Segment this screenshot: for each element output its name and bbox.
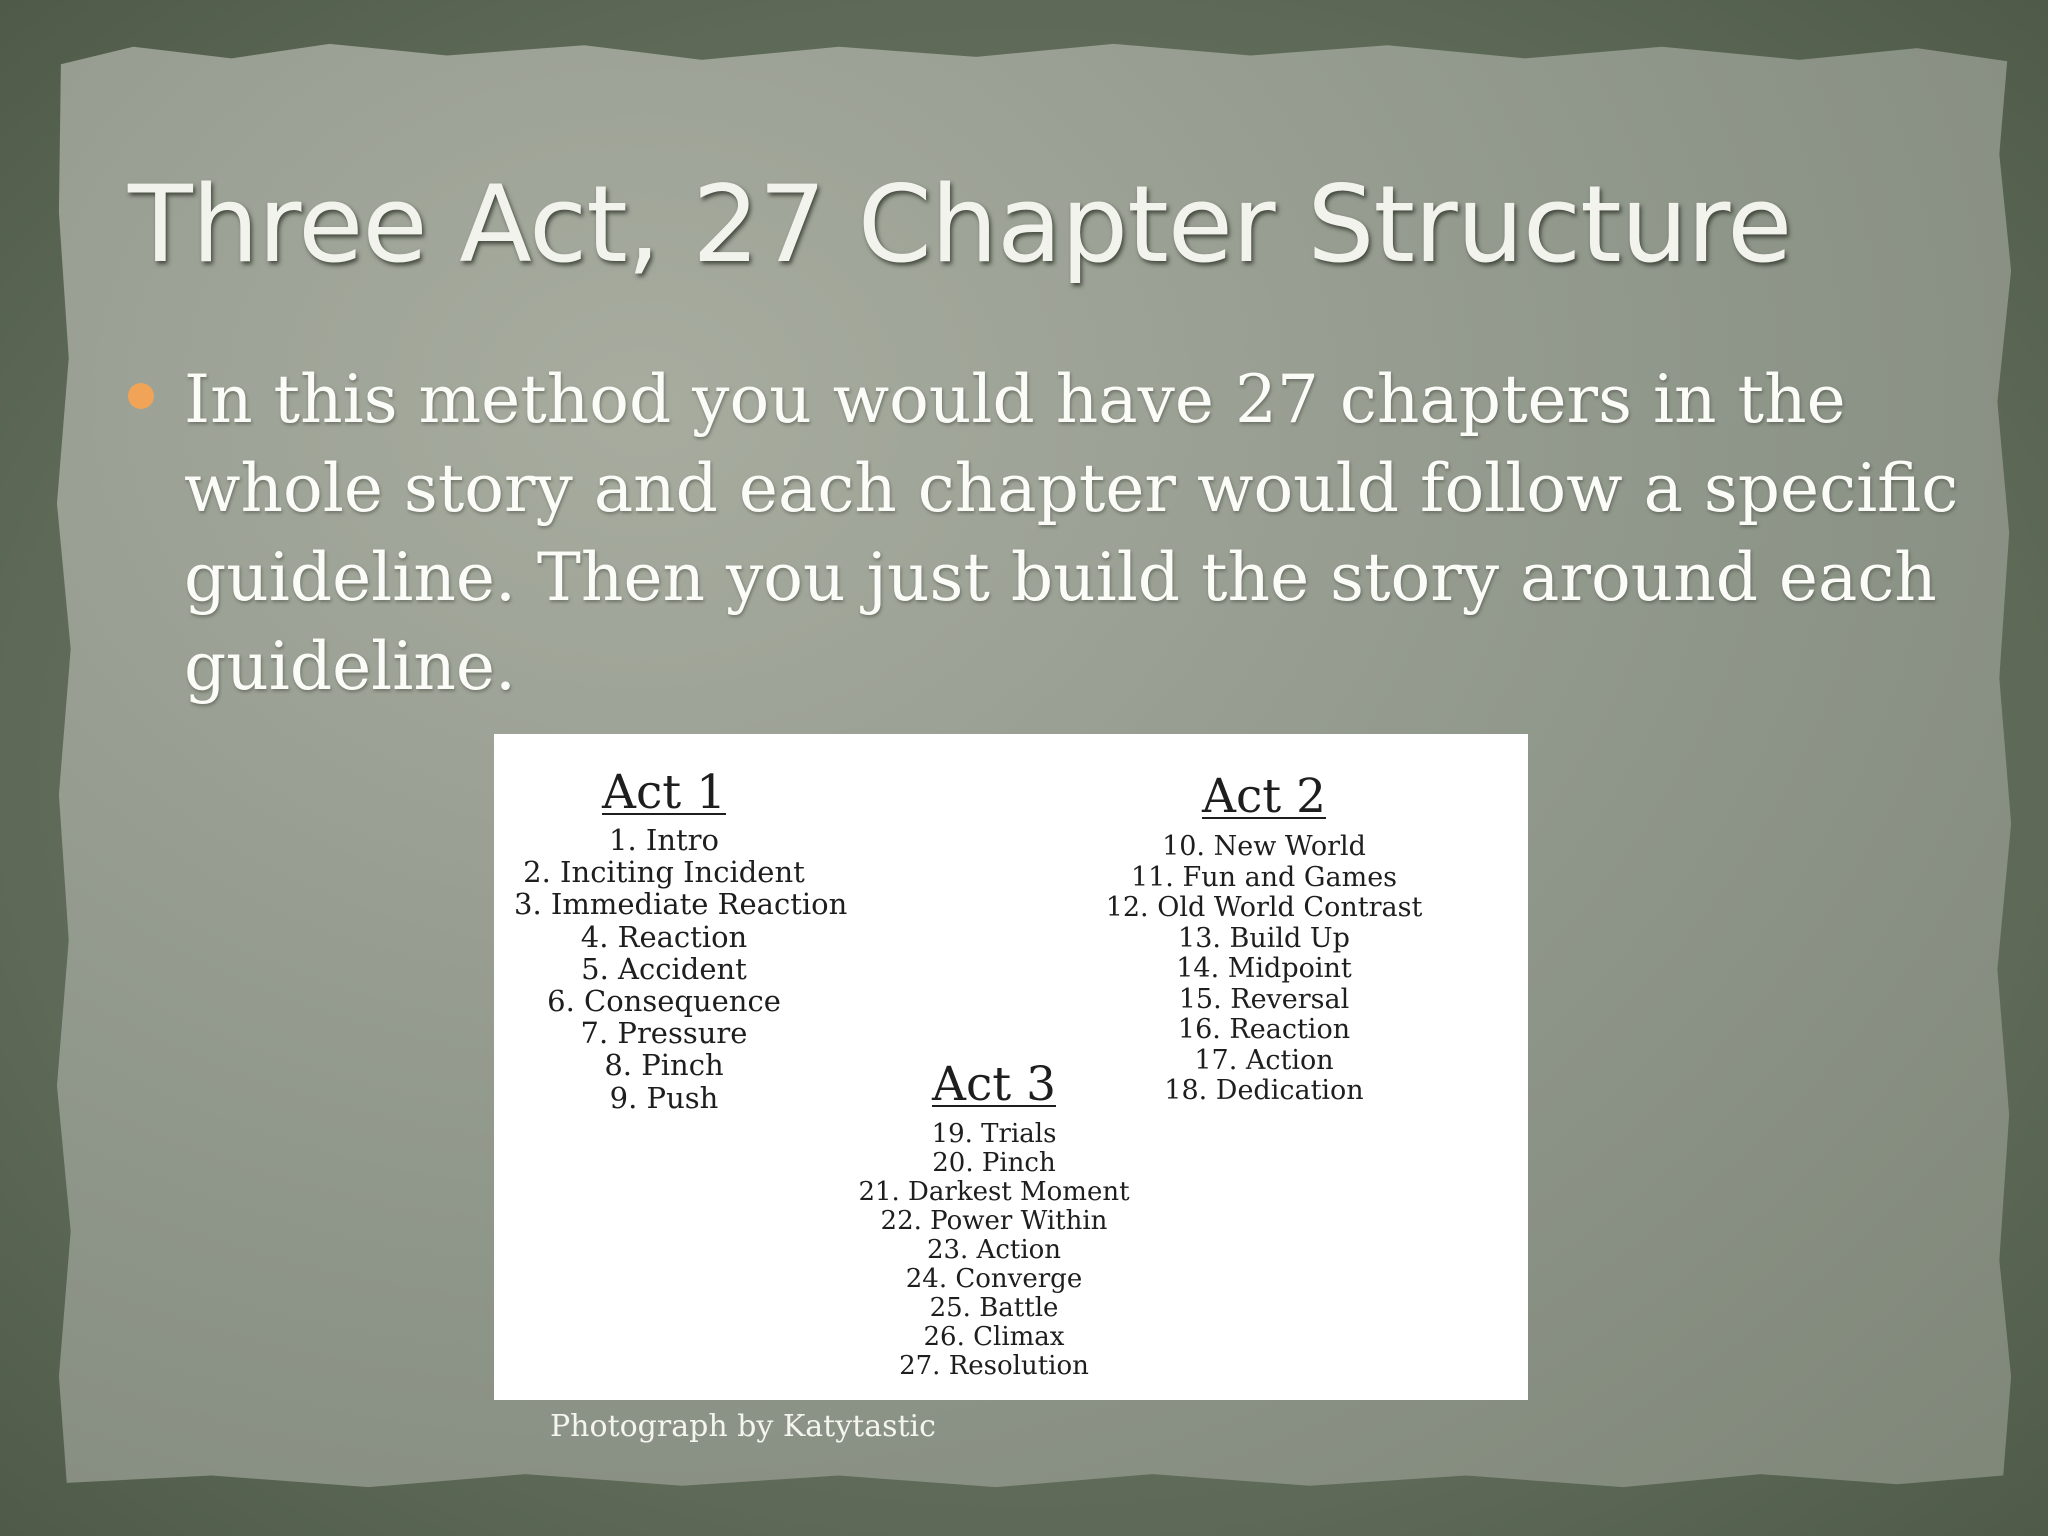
chapter-item: 22. Power Within xyxy=(880,1206,1108,1236)
chapter-item: 12. Old World Contrast xyxy=(1105,892,1423,923)
chapter-item: 26. Climax xyxy=(923,1322,1065,1352)
chapter-item: 1. Intro xyxy=(609,823,719,857)
chapter-item: 20. Pinch xyxy=(932,1148,1056,1178)
chapter-item: 6. Consequence xyxy=(547,984,781,1019)
chapter-item: 23. Action xyxy=(926,1235,1062,1265)
chapter-item: 2. Inciting Incident xyxy=(523,855,805,890)
chapter-item: 18. Dedication xyxy=(1164,1075,1364,1106)
slide-title: Three Act, 27 Chapter Structure xyxy=(128,163,1792,286)
chapter-item: 21. Darkest Moment xyxy=(858,1177,1130,1207)
act-1-list xyxy=(514,823,848,1115)
act-1-block xyxy=(514,764,848,1115)
chapter-item: 25. Battle xyxy=(929,1293,1059,1323)
bullet-text: In this method you would have 27 chapters in the whole story and each chapter would follow a specific guideline. Then you just build the story around each guideline. xyxy=(184,361,1959,705)
act-1-heading: Act 1 xyxy=(602,765,726,820)
chapter-item: 11. Fun and Games xyxy=(1130,861,1398,893)
chapter-structure-image xyxy=(494,734,1528,1400)
chapter-item: 5. Accident xyxy=(581,951,747,986)
act-3-heading: Act 3 xyxy=(932,1057,1056,1112)
act-2-heading: Act 2 xyxy=(1202,769,1326,824)
chapter-item: 8. Pinch xyxy=(604,1048,724,1083)
chapter-item: 9. Push xyxy=(609,1080,719,1115)
chapter-item: 13. Build Up xyxy=(1178,922,1350,954)
chapter-item: 14. Midpoint xyxy=(1176,953,1352,984)
act-3-list xyxy=(834,1120,1154,1381)
chapter-item: 15. Reversal xyxy=(1178,983,1350,1015)
bullet-dot-icon xyxy=(128,383,154,409)
act-3-block xyxy=(834,1056,1154,1381)
photo-credit: Photograph by Katytastic xyxy=(550,1409,936,1444)
chapter-item: 17. Action xyxy=(1194,1044,1334,1076)
chapter-item: 3. Immediate Reaction xyxy=(514,887,848,922)
chapter-item: 16. Reaction xyxy=(1177,1014,1351,1045)
chapter-item: 19. Trials xyxy=(931,1119,1057,1149)
chapter-item: 24. Converge xyxy=(905,1264,1083,1294)
chapter-item: 10. New World xyxy=(1162,831,1366,862)
chapter-item: 7. Pressure xyxy=(580,1016,748,1051)
chapter-item: 4. Reaction xyxy=(580,919,748,954)
chapter-item: 27. Resolution xyxy=(899,1351,1089,1381)
